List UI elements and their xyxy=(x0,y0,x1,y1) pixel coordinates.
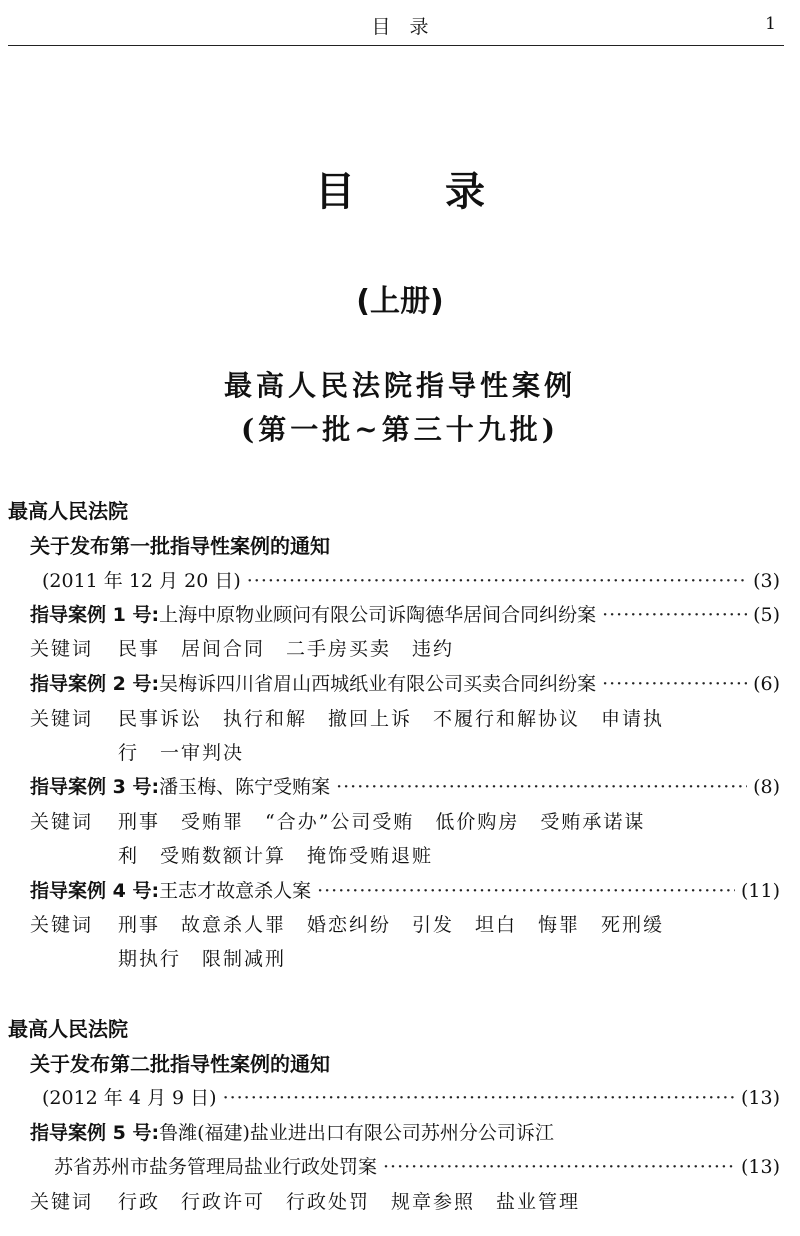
case-title: 鲁潍(福建)盐业进出口有限公司苏州分公司诉江 xyxy=(159,1122,554,1144)
section-court: 最高人民法院 xyxy=(8,1017,128,1041)
keywords-label: 关键词 xyxy=(30,708,94,730)
dot-leader xyxy=(602,673,747,695)
page-title-right: 录 xyxy=(445,168,485,215)
keywords-text-cont: 行 一审判决 xyxy=(118,742,245,764)
case-label: 指导案例 5 号: xyxy=(30,1122,160,1144)
keywords-text: 行政 行政许可 行政处罚 规章参照 盐业管理 xyxy=(118,1191,581,1213)
page-ref: (11) xyxy=(740,880,780,902)
case-label: 指导案例 4 号: xyxy=(30,880,160,902)
case-title: 上海中原物业顾问有限公司诉陶德华居间合同纠纷案 xyxy=(159,604,597,626)
toc-entry-case-line2[interactable] xyxy=(54,1152,780,1179)
section-court: 最高人民法院 xyxy=(8,499,128,523)
dot-leader xyxy=(223,1087,735,1109)
toc-entry-case[interactable] xyxy=(30,669,780,696)
dot-leader xyxy=(383,1156,735,1178)
page-ref: (5) xyxy=(753,604,780,626)
toc-entry-case[interactable] xyxy=(30,876,780,903)
section-notice[interactable]: 关于发布第一批指导性案例的通知 xyxy=(30,534,330,558)
keywords-text: 民事 居间合同 二手房买卖 违约 xyxy=(118,638,455,660)
keywords-text: 民事诉讼 执行和解 撤回上诉 不履行和解协议 申请执 xyxy=(118,708,665,730)
page-ref: (3) xyxy=(753,570,780,592)
case-title-cont: 苏省苏州市盐务管理局盐业行政处罚案 xyxy=(54,1156,378,1178)
dot-leader xyxy=(602,604,747,626)
case-label: 指导案例 3 号: xyxy=(30,776,160,798)
dot-leader xyxy=(317,880,735,902)
toc-entry-date[interactable] xyxy=(42,566,780,593)
keywords-label: 关键词 xyxy=(30,638,94,660)
section-notice[interactable]: 关于发布第二批指导性案例的通知 xyxy=(30,1052,330,1076)
header-divider xyxy=(8,45,784,46)
volume-label: (上册) xyxy=(356,284,444,319)
notice-date: (2011 年 12 月 20 日) xyxy=(42,570,241,592)
page-ref: (13) xyxy=(740,1156,780,1178)
case-label: 指导案例 1 号: xyxy=(30,604,160,626)
keywords-text-cont: 期执行 限制减刑 xyxy=(118,948,287,970)
page-ref: (13) xyxy=(740,1087,780,1109)
page-ref: (8) xyxy=(753,776,780,798)
dot-leader xyxy=(247,570,747,592)
page-title-left: 目 xyxy=(315,168,355,215)
toc-entry-date[interactable] xyxy=(42,1083,780,1110)
page-ref: (6) xyxy=(753,673,780,695)
case-title: 吴梅诉四川省眉山西城纸业有限公司买卖合同纠纷案 xyxy=(159,673,597,695)
page-number: 1 xyxy=(765,14,776,34)
notice-date: (2012 年 4 月 9 日) xyxy=(42,1087,217,1109)
keywords-label: 关键词 xyxy=(30,1191,94,1213)
running-header-title: 目 录 xyxy=(371,16,429,38)
case-title: 潘玉梅、陈宁受贿案 xyxy=(159,776,331,798)
keywords-label: 关键词 xyxy=(30,811,94,833)
series-subtitle: (第一批~第三十九批) xyxy=(241,413,559,446)
keywords-text: 刑事 受贿罪 “合办”公司受贿 低价购房 受贿承诺谋 xyxy=(118,811,646,833)
toc-entry-case-line1[interactable] xyxy=(30,1118,554,1145)
keywords-text-cont: 利 受贿数额计算 掩饰受贿退赃 xyxy=(118,845,434,867)
dot-leader xyxy=(336,776,747,798)
toc-entry-case[interactable] xyxy=(30,772,780,799)
toc-entry-case[interactable] xyxy=(30,600,780,627)
keywords-label: 关键词 xyxy=(30,914,94,936)
keywords-text: 刑事 故意杀人罪 婚恋纠纷 引发 坦白 悔罪 死刑缓 xyxy=(118,914,665,936)
page-title xyxy=(0,160,800,217)
case-title: 王志才故意杀人案 xyxy=(159,880,312,902)
series-title: 最高人民法院指导性案例 xyxy=(223,369,576,402)
case-label: 指导案例 2 号: xyxy=(30,673,160,695)
